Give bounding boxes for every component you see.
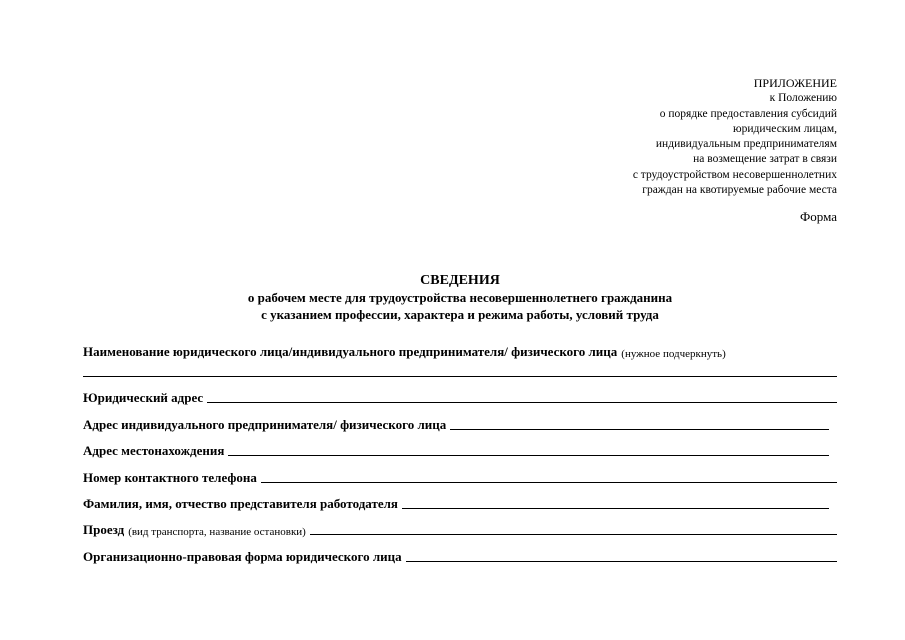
phone-row [83, 459, 837, 485]
transport-row [83, 512, 837, 538]
entity-name-row-continued [83, 360, 837, 380]
entity-name-hint: (нужное подчеркнуть) [621, 348, 726, 360]
legal-address-row [83, 380, 837, 406]
ip-address-label: Адрес индивидуального предпринимателя/ физического лица [83, 416, 447, 432]
phone-label: Номер контактного телефона [83, 469, 257, 485]
form-label: Форма [800, 209, 837, 224]
appendix-line: юридическим лицам, [733, 122, 837, 135]
legal-form-fill-line[interactable] [406, 561, 837, 562]
appendix-line: граждан на квотируемые рабочие места [642, 184, 837, 197]
representative-label: Фамилия, имя, отчество представителя работодателя [83, 495, 398, 511]
legal-address-fill-line[interactable] [207, 402, 837, 403]
appendix-header [497, 76, 837, 198]
ip-address-row [83, 406, 837, 432]
appendix-line: индивидуальным предпринимателям [655, 138, 837, 151]
transport-fill-line[interactable] [310, 534, 837, 535]
legal-address-label: Юридический адрес [83, 390, 204, 406]
location-address-label: Адрес местонахождения [83, 443, 225, 459]
representative-fill-line[interactable] [402, 508, 829, 509]
document-title-block [0, 272, 905, 323]
legal-form-label: Организационно-правовая форма юридического лица [83, 548, 402, 564]
entity-name-fill-line[interactable] [83, 376, 837, 377]
appendix-line: с трудоустройством несовершеннолетних [632, 168, 837, 181]
appendix-title: ПРИЛОЖЕНИЕ [753, 76, 837, 90]
appendix-line: о порядке предоставления субсидий [659, 107, 837, 120]
ip-address-fill-line[interactable] [450, 429, 829, 430]
phone-fill-line[interactable] [261, 482, 837, 483]
entity-name-label: Наименование юридического лица/индивидуального предпринимателя/ физического лица [83, 344, 618, 359]
document-subtitle-2: с указанием профессии, характера и режима работы, условий труда [261, 307, 659, 322]
form-fields [83, 342, 837, 565]
representative-row [83, 486, 837, 512]
transport-hint: (вид транспорта, название остановки) [128, 526, 306, 539]
entity-name-row [83, 342, 837, 360]
location-address-fill-line[interactable] [228, 455, 829, 456]
transport-label: Проезд [83, 522, 125, 538]
document-subtitle-1: о рабочем месте для трудоустройства несовершеннолетнего гражданина [247, 290, 673, 305]
location-address-row [83, 433, 837, 459]
appendix-line: к Положению [769, 92, 837, 105]
document-title: СВЕДЕНИЯ [420, 273, 500, 288]
appendix-line: на возмещение затрат в связи [693, 153, 837, 166]
legal-form-row [83, 538, 837, 564]
